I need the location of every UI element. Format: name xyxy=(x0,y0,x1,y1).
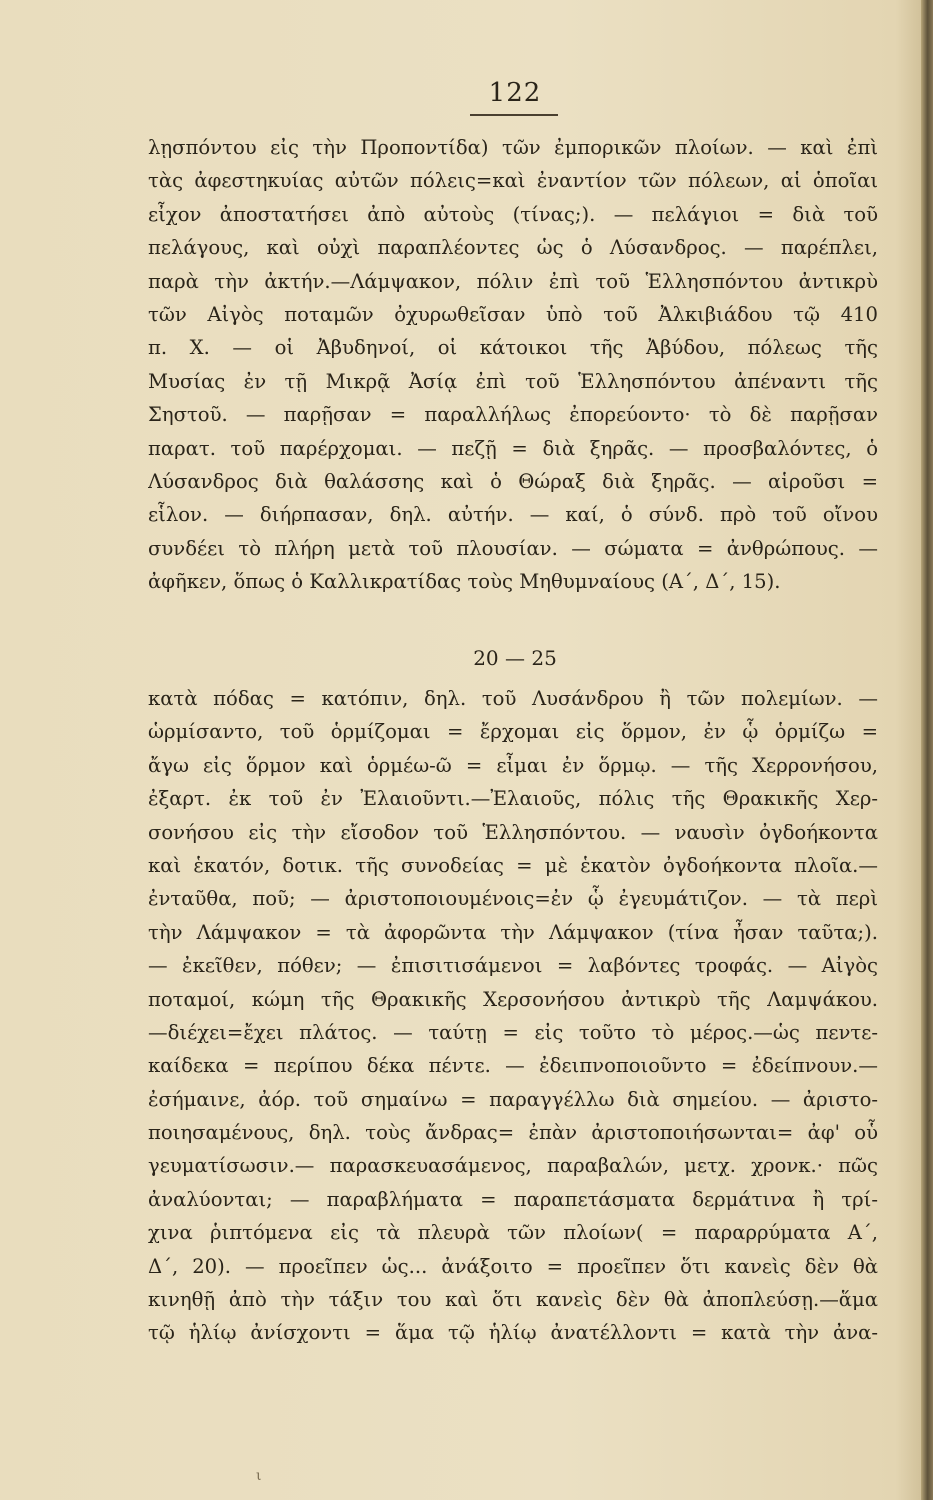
text-line: τῷ ἡλίῳ ἀνίσχοντι = ἅμα τῷ ἡλίῳ ἀνατέλλοντι = κατὰ τὴν ἀνα- xyxy=(148,1321,878,1345)
text-line: Σηστοῦ. — παρῇσαν = παραλλήλως ἐπορεύοντο· τὸ δὲ παρῇσαν xyxy=(148,403,878,427)
stray-mark: ι xyxy=(256,1468,262,1484)
text-line: Μυσίας ἐν τῇ Μικρᾷ Ἀσίᾳ ἐπὶ τοῦ Ἑλλησπόντου ἀπέναντι τῆς xyxy=(148,369,878,393)
text-line: συνδέει τὸ πλήρη μετὰ τοῦ πλουσίαν. — σώματα = ἀνθρώπους. — xyxy=(148,536,878,560)
text-line: παρατ. τοῦ παρέρχομαι. — πεζῇ = διὰ ξηρᾶς. — προσβαλόντες, ὁ xyxy=(148,436,878,460)
text-line: ἄγω εἰς ὅρμον καὶ ὁρμέω-ῶ = εἶμαι ἐν ὅρμῳ. — τῆς Χερρονήσου, xyxy=(148,753,878,777)
text-line: εἶχον ἀποστατήσει ἀπὸ αὐτοὺς (τίνας;). — πελάγιοι = διὰ τοῦ xyxy=(148,202,878,226)
commentary-block-1 xyxy=(148,131,878,598)
text-line: χινα ῥιπτόμενα εἰς τὰ πλευρὰ τῶν πλοίων( = παραρρύματα Α΄, xyxy=(148,1221,878,1245)
text-line: πελάγους, καὶ οὐχὶ παραπλέοντες ὡς ὁ Λύσανδρος. — παρέπλει, xyxy=(148,236,878,260)
text-line: εἷλον. — διήρπασαν, δηλ. αὐτήν. — καί, ὁ σύνδ. πρὸ τοῦ οἴνου xyxy=(148,503,878,527)
text-line: παρὰ τὴν ἀκτήν.—Λάμψακον, πόλιν ἐπὶ τοῦ Ἑλλησπόντου ἀντικρὺ xyxy=(148,269,878,293)
commentary-block-2 xyxy=(148,682,878,1350)
text-line: ποιησαμένους, δηλ. τοὺς ἄνδρας= ἐπὰν ἀριστοποιήσωνται= ἀφ' οὗ xyxy=(148,1121,878,1145)
text-line: κινηθῇ ἀπὸ τὴν τάξιν του καὶ ὅτι κανεὶς δὲν θὰ ἀποπλεύσῃ.—ἅμα xyxy=(148,1288,878,1312)
text-line: κατὰ πόδας = κατόπιν, δηλ. τοῦ Λυσάνδρου ἢ τῶν πολεμίων. — xyxy=(148,687,878,710)
text-line: σονήσου εἰς τὴν εἴσοδον τοῦ Ἑλλησπόντου. — ναυσὶν ὀγδοήκοντα xyxy=(148,820,878,844)
text-line: π. Χ. — οἱ Ἀβυδηνοί, οἱ κάτοικοι τῆς Ἀβύδου, πόλεως τῆς xyxy=(148,336,878,360)
text-line: — ἐκεῖθεν, πόθεν; — ἐπισιτισάμενοι = λαβόντες τροφάς. — Αἰγὸς xyxy=(148,954,878,978)
page-number: 122 xyxy=(488,78,542,108)
text-line: ἐνταῦθα, ποῦ; — ἀριστοποιουμένοις=ἐν ᾧ ἐγευμάτιζον. — τὰ περὶ xyxy=(148,887,878,911)
page-number-rule xyxy=(470,114,558,116)
text-line: ἀναλύονται; — παραβλήματα = παραπετάσματα δερμάτινα ἢ τρί- xyxy=(148,1187,878,1211)
page-edge-shadow xyxy=(921,0,933,1500)
text-line: —διέχει=ἔχει πλάτος. — ταύτῃ = εἰς τοῦτο τὸ μέρος.—ὡς πεντε- xyxy=(148,1020,878,1044)
text-line: τὴν Λάμψακον = τὰ ἀφορῶντα τὴν Λάμψακον (τίνα ἦσαν ταῦτα;). xyxy=(148,920,878,944)
text-line: ποταμοί, κώμη τῆς Θρακικῆς Χερσονήσου ἀντικρὺ τῆς Λαμψάκου. xyxy=(148,987,878,1011)
text-line: τῶν Αἰγὸς ποταμῶν ὀχυρωθεῖσαν ὑπὸ τοῦ Ἀλκιβιάδου τῷ 410 xyxy=(148,302,878,326)
text-line: Λύσανδρος διὰ θαλάσσης καὶ ὁ Θώραξ διὰ ξηρᾶς. — αἱροῦσι = xyxy=(148,469,878,493)
text-line: καίδεκα = περίπου δέκα πέντε. — ἐδειπνοποιοῦντο = ἐδείπνουν.— xyxy=(148,1054,878,1078)
text-line: ὡρμίσαντο, τοῦ ὁρμίζομαι = ἔρχομαι εἰς ὅρμον, ἐν ᾧ ὁρμίζω = xyxy=(148,720,878,744)
text-line: ἀφῆκεν, ὅπως ὁ Καλλικρατίδας τοὺς Μηθυμναίους (Α΄, Δ΄, 15). xyxy=(148,570,781,594)
text-line: λῃσπόντου εἰς τὴν Προποντίδα) τῶν ἐμπορικῶν πλοίων. — καὶ ἐπὶ xyxy=(148,136,878,159)
section-heading: 20 — 25 xyxy=(473,646,557,670)
text-line: Δ΄, 20). — προεῖπεν ὡς... ἀνάξοιτο = προεῖπεν ὅτι κανεὶς δὲν θὰ xyxy=(148,1254,878,1278)
text-line: καὶ ἑκατόν, δοτικ. τῆς συνοδείας = μὲ ἑκατὸν ὀγδοήκοντα πλοῖα.— xyxy=(148,853,878,877)
text-line: γευματίσωσιν.— παρασκευασάμενος, παραβαλών, μετχ. χρονκ.· πῶς xyxy=(148,1154,878,1178)
text-line: ἐσήμαινε, ἀόρ. τοῦ σημαίνω = παραγγέλλω διὰ σημείου. — ἀριστο- xyxy=(148,1087,878,1111)
text-line: τὰς ἀφεστηκυίας αὐτῶν πόλεις=καὶ ἐναντίον τῶν πόλεων, αἱ ὁποῖαι xyxy=(148,169,878,193)
text-line: ἐξαρτ. ἐκ τοῦ ἐν Ἐλαιοῦντι.—Ἐλαιοῦς, πόλις τῆς Θρακικῆς Χερ- xyxy=(148,787,878,811)
